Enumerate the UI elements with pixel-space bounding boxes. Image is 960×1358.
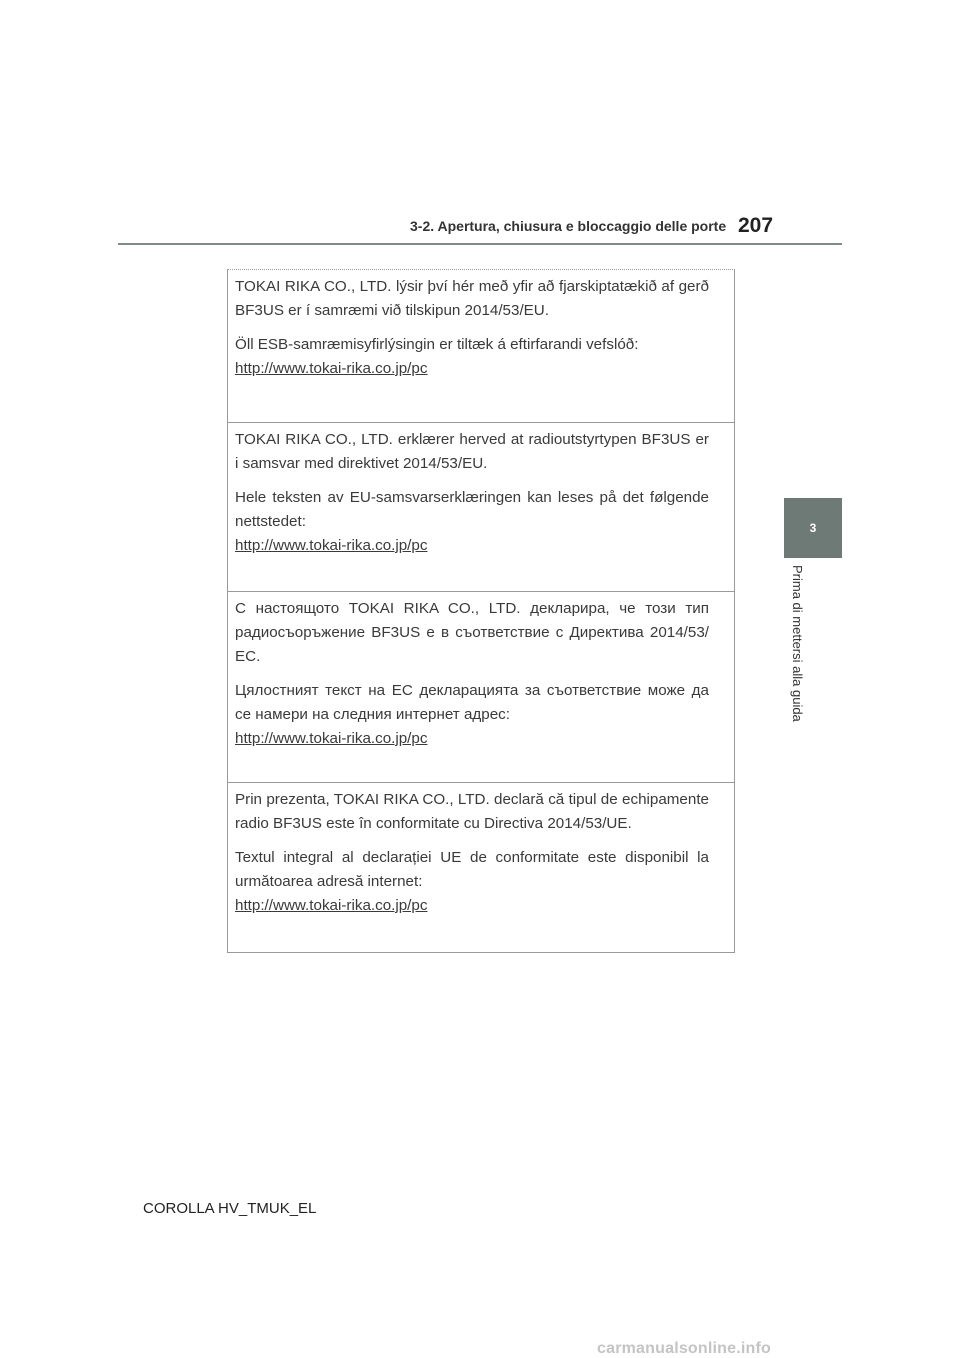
section-title: 3-2. Apertura, chiusura e bloccaggio delle porte bbox=[410, 218, 727, 234]
declaration-url[interactable]: http://www.tokai-rika.co.jp/pc bbox=[235, 897, 428, 914]
declaration-statement: TOKAI RIKA CO., LTD. lýsir því hér með yfir að fjarskiptatækið af gerð BF3US er í samræmi við tilskipun 2014/53/EU. bbox=[235, 278, 709, 319]
watermark: carmanualsonline.info bbox=[597, 1340, 772, 1357]
page-number: 207 bbox=[738, 214, 774, 237]
declaration-note: Hele teksten av EU-samsvarserklæringen kan leses på det følgende nettstedet: bbox=[235, 489, 709, 530]
declaration-icelandic bbox=[228, 270, 734, 422]
declaration-norwegian bbox=[228, 422, 734, 591]
declaration-statement: С настоящото TOKAI RIKA CO., LTD. декларира, че този тип радиосъоръжение BF3US е в съответствие с Директива 2014/53/ЕС. bbox=[235, 600, 709, 665]
declaration-romanian bbox=[228, 782, 734, 952]
chapter-title: Prima di mettersi alla guida bbox=[790, 565, 805, 722]
declaration-note: Textul integral al declarației UE de conformitate este disponibil la următoarea adresă internet: bbox=[235, 849, 709, 890]
declaration-bulgarian bbox=[228, 591, 734, 782]
chapter-number: 3 bbox=[809, 521, 817, 535]
declaration-note: Цялостният текст на ЕС декларацията за съответствие може да се намери на следния интернет адрес: bbox=[235, 682, 709, 723]
declaration-url[interactable]: http://www.tokai-rika.co.jp/pc bbox=[235, 360, 428, 377]
declaration-statement: TOKAI RIKA CO., LTD. erklærer herved at radioutstyrtypen BF3US er i samsvar med direktivet 2014/53/EU. bbox=[235, 431, 709, 472]
declaration-url[interactable]: http://www.tokai-rika.co.jp/pc bbox=[235, 537, 428, 554]
declarations-box bbox=[227, 269, 735, 953]
declaration-statement: Prin prezenta, TOKAI RIKA CO., LTD. declară că tipul de echipamente radio BF3US este în conformitate cu Directiva 2014/53/UE. bbox=[235, 791, 709, 832]
chapter-tab bbox=[784, 498, 842, 558]
header-divider bbox=[118, 243, 842, 245]
declaration-url[interactable]: http://www.tokai-rika.co.jp/pc bbox=[235, 730, 428, 747]
declaration-note: Öll ESB-samræmisyfirlýsingin er tiltæk á eftirfarandi vefslóð: bbox=[235, 336, 639, 353]
model-code: COROLLA HV_TMUK_EL bbox=[143, 1200, 317, 1217]
